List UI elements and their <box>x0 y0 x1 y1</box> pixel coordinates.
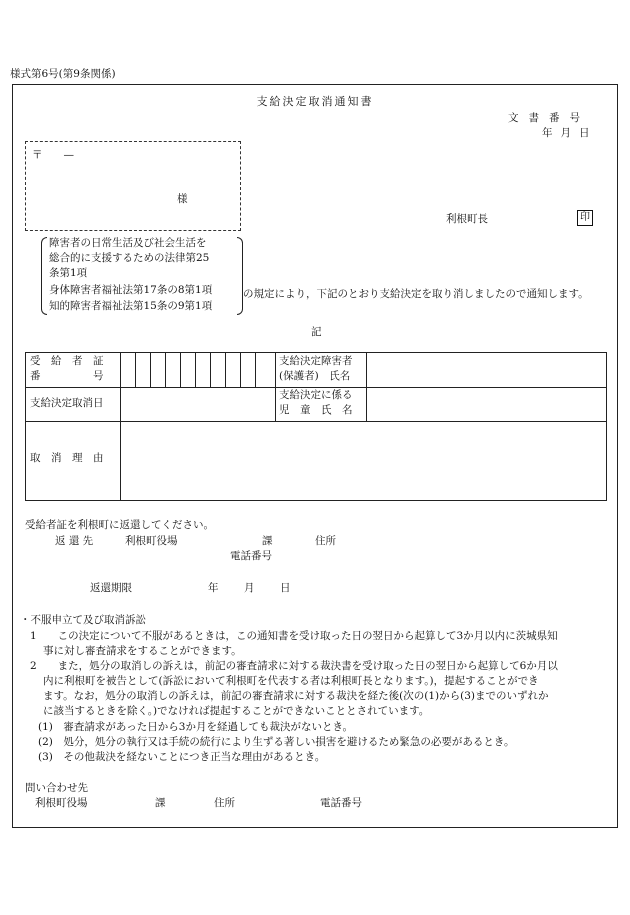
cancel-date-label: 支給決定取消日 <box>30 397 104 409</box>
notice-sentence: の規定により，下記のとおり支給決定を取り消しましたので通知します。 <box>243 288 589 300</box>
honorific: 様 <box>177 193 188 205</box>
appeal-paragraph: ます。なお，処分の取消しの訴えは，前記の審査請求に対する裁決を経た後(次の(1)から(3)までのいずれか <box>43 690 549 702</box>
appeal-item: (2) 処分，処分の執行又は手続の続行により生ずる著しい損害を避けるため緊急の必要があるとき。 <box>38 736 515 748</box>
table-rule <box>165 353 166 387</box>
return-address: 住所 <box>315 535 336 547</box>
table-rule <box>225 353 226 387</box>
recipient-number-label: 受 給 者 証 <box>30 355 104 367</box>
disabled-person-name-label: 支給決定障害者 <box>279 355 353 367</box>
table-rule <box>26 421 606 422</box>
appeal-paragraph: 2 また，処分の取消しの訴えは，前記の審査請求に対する裁決書を受け取った日の翌日から起算して6か月以 <box>30 660 558 672</box>
return-deadline-label: 返還期限 <box>90 582 132 594</box>
reason-label: 取 消 理 由 <box>30 452 104 464</box>
bracket-right <box>237 237 243 315</box>
child-name-label: 児 童 氏 名 <box>279 404 353 416</box>
return-destination-label: 返 還 先 <box>55 535 94 547</box>
contact-office: 利根町役場 <box>35 797 88 809</box>
deadline-day: 日 <box>280 582 291 594</box>
contact-section: 課 <box>155 797 166 809</box>
table-rule <box>180 353 181 387</box>
law-line: 身体障害者福祉法第17条の8第1項 <box>49 284 213 296</box>
table-rule <box>150 353 151 387</box>
ki-heading: 記 <box>311 326 322 338</box>
law-line: 障害者の日常生活及び社会生活を <box>49 237 207 249</box>
document-title: 支給決定取消通知書 <box>256 95 374 108</box>
table-rule <box>26 387 606 388</box>
table-rule <box>255 353 256 387</box>
contact-phone: 電話番号 <box>320 797 362 809</box>
return-note: 受給者証を利根町に返還してください。 <box>25 519 214 531</box>
law-line: 総合的に支援するための法律第25 <box>49 252 210 264</box>
recipient-number-label: 番 号 <box>30 370 104 382</box>
table-rule <box>120 353 121 500</box>
document-number: 文書番号 <box>508 112 590 124</box>
table-rule <box>366 353 367 421</box>
appeal-paragraph: 内に利根町を被告として(訴訟において利根町を代表する者は利根町長となります。)，提起することができ <box>43 675 539 687</box>
table-rule <box>195 353 196 387</box>
table-rule <box>275 353 276 421</box>
appeal-item: (1) 審査請求があった日から3か月を経過しても裁決がないとき。 <box>38 721 354 733</box>
table-rule <box>240 353 241 387</box>
return-phone: 電話番号 <box>230 550 272 562</box>
postal-code: 〒 — <box>32 149 74 161</box>
form-number-label: 様式第6号(第9条関係) <box>10 68 116 80</box>
issuer-mayor: 利根町長 <box>446 213 488 225</box>
return-section: 課 <box>262 535 273 547</box>
details-table <box>25 352 607 501</box>
table-rule <box>210 353 211 387</box>
return-office: 利根町役場 <box>125 535 178 547</box>
bracket-left <box>41 237 47 315</box>
appeal-paragraph: 事に対し審査請求をすることができます。 <box>43 645 242 657</box>
contact-address: 住所 <box>214 797 235 809</box>
table-rule <box>135 353 136 387</box>
contact-heading: 問い合わせ先 <box>25 782 88 794</box>
child-name-label: 支給決定に係る <box>279 389 353 401</box>
law-line: 条第1項 <box>49 267 88 279</box>
deadline-year: 年 <box>208 582 219 594</box>
disabled-person-name-label: (保護者) 氏名 <box>279 370 351 382</box>
appeal-paragraph: 1 この決定について不服があるときは，この通知書を受け取った日の翌日から起算して3か月以内に茨城県知 <box>30 630 558 642</box>
document-date: 年月日 <box>542 127 598 139</box>
appeal-paragraph: に該当するときを除く。)でなければ提起することができないこととされています。 <box>43 705 430 717</box>
seal-mark: 印 <box>577 210 593 226</box>
appeal-item: (3) その他裁決を経ないことにつき正当な理由があるとき。 <box>38 751 326 763</box>
law-line: 知的障害者福祉法第15条の9第1項 <box>49 300 213 312</box>
deadline-month: 月 <box>244 582 255 594</box>
appeal-heading: ・不服申立て及び取消訴訟 <box>20 614 146 626</box>
